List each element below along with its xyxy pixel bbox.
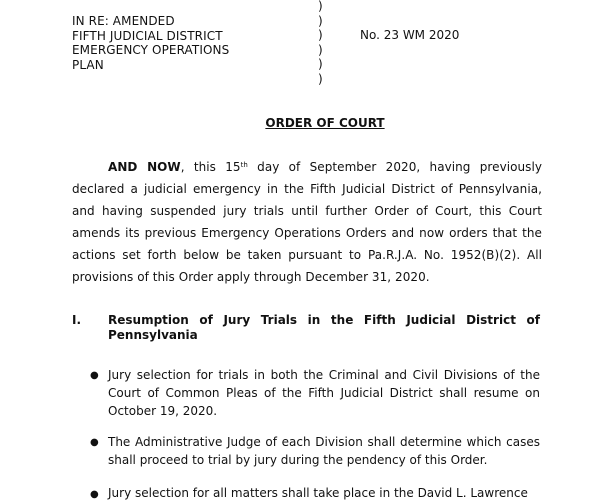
caption-paren: ) [318, 0, 323, 13]
caption-paren: ) [318, 28, 323, 42]
section-title: Resumption of Jury Trials in the Fifth Judicial District of Pennsylvania [108, 313, 540, 342]
caption-paren: ) [318, 42, 323, 57]
caption-line: IN RE: AMENDED [72, 14, 175, 28]
caption-divider [318, 0, 328, 90]
order-title: ORDER OF COURT [265, 116, 385, 130]
intro-text: day of September 2020, having previously declared a judicial emergency in the Fifth Judicial District of Pennsylvania, and having suspended jury trials until further Order of Court, this Court amends its previous Emergency Operations Orders and now orders that the actions set forth below be taken pursuant to Pa.R.J.A. No. 1952(B)(2). All provisions of this Order apply through December 31, 2020. [72, 160, 542, 284]
caption-paren: ) [318, 71, 323, 86]
intro-lead: AND NOW [108, 160, 181, 174]
intro-text: , this 15 [180, 160, 241, 174]
caption-line: FIFTH JUDICIAL DISTRICT [72, 28, 223, 43]
caption-paren: ) [318, 57, 323, 71]
section-number: I. [72, 313, 82, 327]
bullet-icon: ● [90, 437, 99, 448]
case-caption [72, 0, 612, 90]
caption-line: EMERGENCY OPERATIONS [72, 43, 230, 57]
intro-superscript: th [240, 161, 248, 169]
list-item: The Administrative Judge of each Division shall determine which cases shall proceed to trial by jury during the pendency of this Order. [108, 435, 540, 467]
intro-paragraph [72, 156, 542, 288]
caption-line: PLAN [72, 57, 104, 72]
list-item: Jury selection for all matters shall take place in the David L. Lawrence [108, 486, 528, 500]
list-item: Jury selection for trials in both the Criminal and Civil Divisions of the Court of Common Pleas of the Fifth Judicial District shall resume on October 19, 2020. [108, 368, 540, 418]
bullet-icon: ● [90, 489, 99, 500]
caption-paren: ) [318, 13, 323, 28]
docket-number: No. 23 WM 2020 [360, 28, 460, 42]
bullet-icon: ● [90, 370, 99, 381]
